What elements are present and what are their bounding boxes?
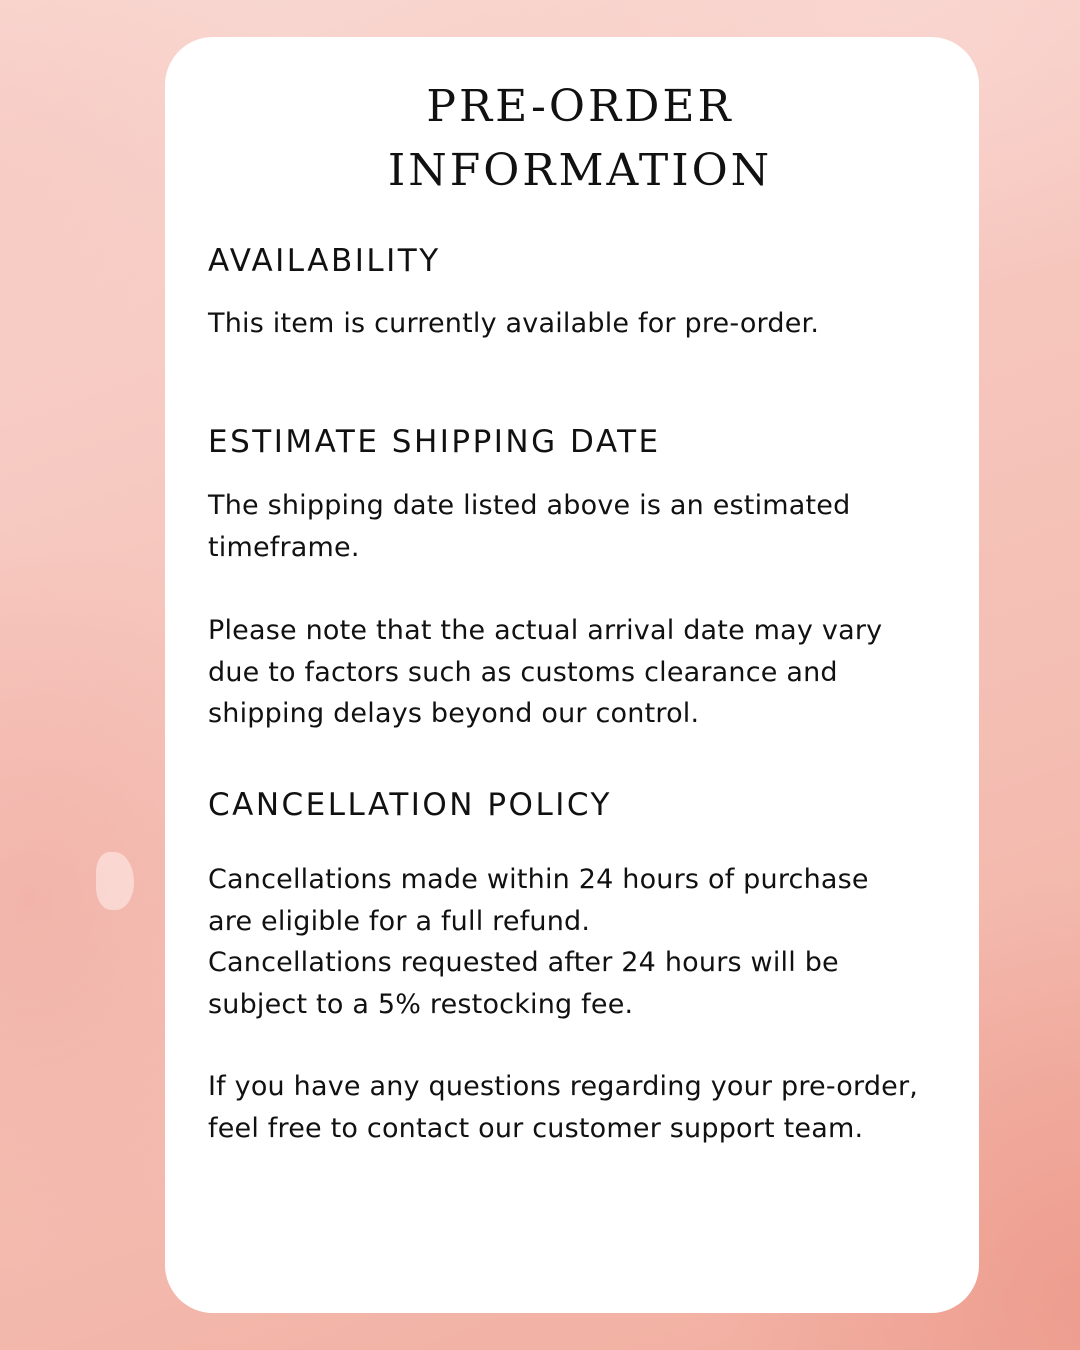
shipping-text-2: Please note that the actual arrival date may vary due to factors such as customs clearance and shipping delays beyond our control. [208, 615, 883, 729]
title-line-1: PRE-ORDER [426, 81, 734, 132]
cancellation-text-2: Cancellations requested after 24 hours will be subject to a 5% restocking fee. [208, 947, 839, 1020]
cancellation-text-1: Cancellations made within 24 hours of purchase are eligible for a full refund. [208, 864, 869, 937]
background-paint-speck [96, 852, 134, 910]
cancellation-heading: CANCELLATION POLICY [208, 787, 612, 823]
availability-heading: AVAILABILITY [208, 243, 441, 279]
info-card [165, 37, 979, 1313]
title-line-2: INFORMATION [387, 145, 773, 196]
shipping-text-1: The shipping date listed above is an estimated timeframe. [208, 490, 851, 563]
availability-text: This item is currently available for pre-order. [208, 308, 820, 339]
shipping-heading: ESTIMATE SHIPPING DATE [208, 424, 661, 460]
page-title [165, 75, 995, 203]
cancellation-text-3: If you have any questions regarding your pre-order, feel free to contact our customer support team. [208, 1071, 919, 1144]
